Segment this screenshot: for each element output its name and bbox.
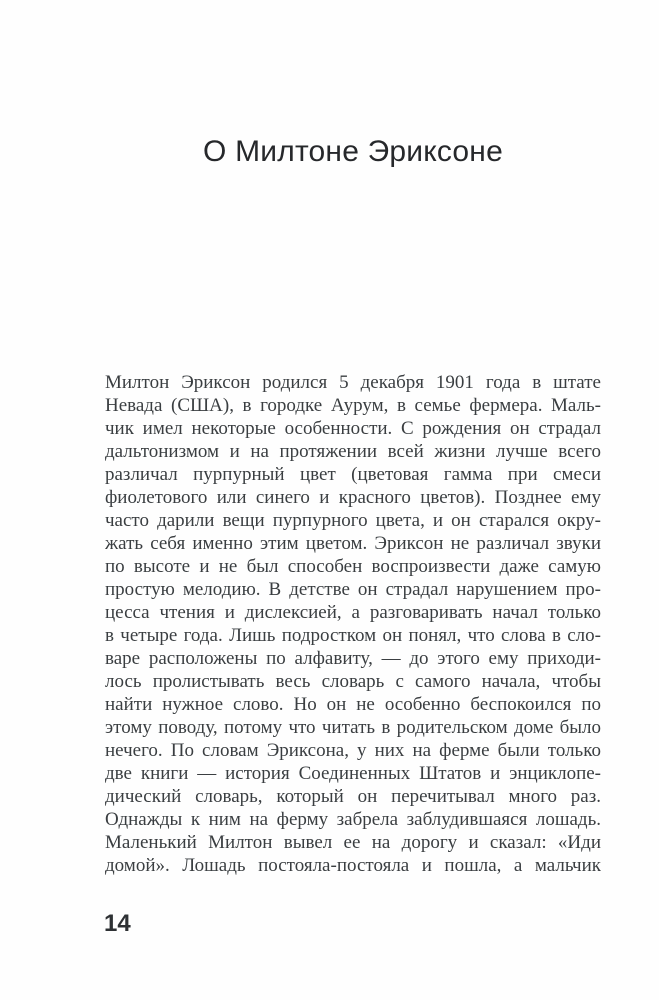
body-text-line: по высоте и не был способен воспроизвести даже самую	[105, 556, 601, 577]
body-text-line: простую мелодию. В детстве он страдал нарушением про-	[105, 579, 601, 600]
body-text-line: в четыре года. Лишь подростком он понял, что слова в сло-	[105, 625, 601, 646]
body-text-line: цесса чтения и дислексией, а разговаривать начал только	[105, 602, 601, 623]
body-text-line: лось пролистывать весь словарь с самого начала, чтобы	[105, 671, 601, 692]
body-text-line: часто дарили вещи пурпурного цвета, и он старался окру-	[105, 510, 601, 531]
page-number: 14	[104, 910, 131, 937]
body-text-line: Однажды к ним на ферму забрела заблудившаяся лошадь.	[105, 809, 601, 830]
body-text-line: жать себя именно этим цветом. Эриксон не различал звуки	[105, 533, 601, 554]
body-text-line: дический словарь, который он перечитывал много раз.	[105, 786, 601, 807]
body-text-line: Невада (США), в городке Аурум, в семье фермера. Маль-	[105, 395, 601, 416]
body-text-line: найти нужное слово. Но он не особенно беспокоился по	[105, 694, 601, 715]
body-text-line: домой». Лошадь постояла-постояла и пошла, а мальчик	[105, 855, 601, 876]
body-text-line: нечего. По словам Эриксона, у них на ферме были только	[105, 740, 601, 761]
body-text-line: Маленький Милтон вывел ее на дорогу и сказал: «Иди	[105, 832, 601, 853]
chapter-title: О Милтоне Эриксоне	[203, 135, 503, 168]
body-text-line: фиолетового или синего и красного цветов). Позднее ему	[105, 487, 601, 508]
body-text-line: две книги — история Соединенных Штатов и энциклопе-	[105, 763, 601, 784]
body-text-line: дальтонизмом и на протяжении всей жизни лучше всего	[105, 441, 601, 462]
body-text-line: чик имел некоторые особенности. С рождения он страдал	[105, 418, 601, 439]
body-text	[105, 371, 601, 877]
body-text-line: этому поводу, потому что читать в родительском доме было	[105, 717, 601, 738]
body-text-line: различал пурпурный цвет (цветовая гамма при смеси	[105, 464, 601, 485]
body-text-line: Милтон Эриксон родился 5 декабря 1901 года в штате	[105, 372, 601, 393]
body-text-line: варе расположены по алфавиту, — до этого ему приходи-	[105, 648, 601, 669]
